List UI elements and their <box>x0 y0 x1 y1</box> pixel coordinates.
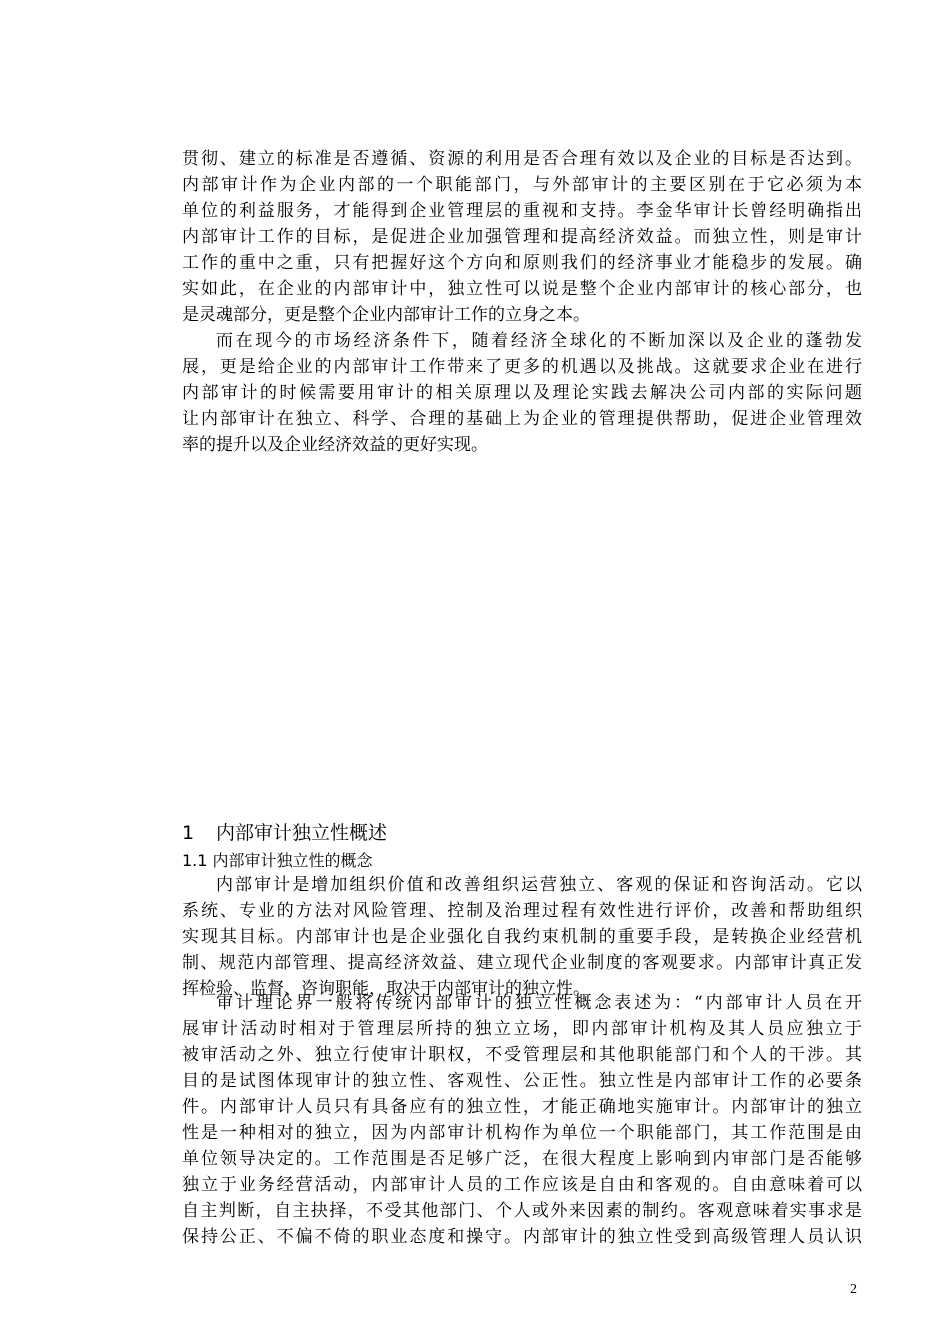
text-line: 是灵魂部分，更是整个企业内部审计工作的立身之本。 <box>182 305 590 325</box>
text-line: 单位的利益服务，才能得到企业管理层的重视和支持。李金华审计长曾经明确指出 <box>182 201 862 221</box>
text-line: 单位领导决定的。工作范围是否足够广泛，在很大程度上影响到内审部门是否能够 <box>182 1149 862 1169</box>
section-paragraph-1 <box>182 872 862 1002</box>
text-line: 目的是试图体现审计的独立性、客观性、公正性。独立性是内部审计工作的必要条 <box>182 1071 862 1091</box>
text-line: 自主判断，自主抉择，不受其他部门、个人或外来因素的制约。客观意味着实事求是 <box>182 1201 862 1221</box>
text-line: 挥检验、监督、咨询职能，取决于内部审计的独立性。 <box>182 979 590 999</box>
text-line: 被审活动之外、独立行使审计职权，不受管理层和其他职能部门和个人的干涉。其 <box>182 1045 862 1065</box>
intro-paragraph-1 <box>182 146 862 328</box>
text-line: 让内部审计在独立、科学、合理的基础上为企业的管理提供帮助，促进企业管理效 <box>182 409 862 429</box>
text-line: 性是一种相对的独立，因为内部审计机构作为单位一个职能部门，其工作范围是由 <box>182 1123 862 1143</box>
text-line: 率的提升以及企业经济效益的更好实现。 <box>182 435 488 455</box>
text-line: 内部审计的时候需要用审计的相关原理以及理论实践去解决公司内部的实际问题 <box>182 383 862 403</box>
section-heading <box>182 818 387 845</box>
text-line: 实如此，在企业的内部审计中，独立性可以说是整个企业内部审计的核心部分，也 <box>182 279 862 299</box>
text-line: 独立于业务经营活动，内部审计人员的工作应该是自由和客观的。自由意味着可以 <box>182 1175 862 1195</box>
text-line: 内部审计工作的目标，是促进企业加强管理和提高经济效益。而独立性，则是审计 <box>182 227 862 247</box>
text-line: 件。内部审计人员只有具备应有的独立性，才能正确地实施审计。内部审计的独立 <box>182 1097 862 1117</box>
text-line: 系统、专业的方法对风险管理、控制及治理过程有效性进行评价，改善和帮助组织 <box>182 901 862 921</box>
section-paragraph-2 <box>182 990 862 1250</box>
text-line: 实现其目标。内部审计也是企业强化自我约束机制的重要手段，是转换企业经营机 <box>182 927 862 947</box>
text-line: 保持公正、不偏不倚的职业态度和操守。内部审计的独立性受到高级管理人员认识 <box>182 1227 862 1247</box>
text-line: 工作的重中之重，只有把握好这个方向和原则我们的经济事业才能稳步的发展。确 <box>182 253 862 273</box>
text-line: 内部审计是增加组织价值和改善组织运营独立、客观的保证和咨询活动。它以 <box>216 875 862 895</box>
text-line: 展审计活动时相对于管理层所持的独立立场，即内部审计机构及其人员应独立于 <box>182 1019 862 1039</box>
subsection-number: 1.1 <box>182 851 208 870</box>
text-line: 制、规范内部管理、提高经济效益、建立现代企业制度的客观要求。内部审计真正发 <box>182 953 862 973</box>
text-line: 审计理论界一般将传统内部审计的独立性概念表述为：“内部审计人员在开 <box>216 993 862 1013</box>
section-title: 内部审计独立性概述 <box>216 822 388 844</box>
text-line: 展，更是给企业的内部审计工作带来了更多的机遇以及挑战。这就要求企业在进行 <box>182 357 862 377</box>
text-line: 而在现今的市场经济条件下，随着经济全球化的不断加深以及企业的蓬勃发 <box>216 331 862 351</box>
intro-paragraph-2 <box>182 328 862 458</box>
text-line: 贯彻、建立的标准是否遵循、资源的利用是否合理有效以及企业的目标是否达到。 <box>182 149 862 169</box>
subsection-title: 内部审计独立性的概念 <box>212 851 373 870</box>
subsection-heading <box>182 848 373 871</box>
section-number: 1 <box>182 822 195 844</box>
page-number: 2 <box>850 1282 857 1297</box>
text-line: 内部审计作为企业内部的一个职能部门，与外部审计的主要区别在于它必须为本 <box>182 175 862 195</box>
